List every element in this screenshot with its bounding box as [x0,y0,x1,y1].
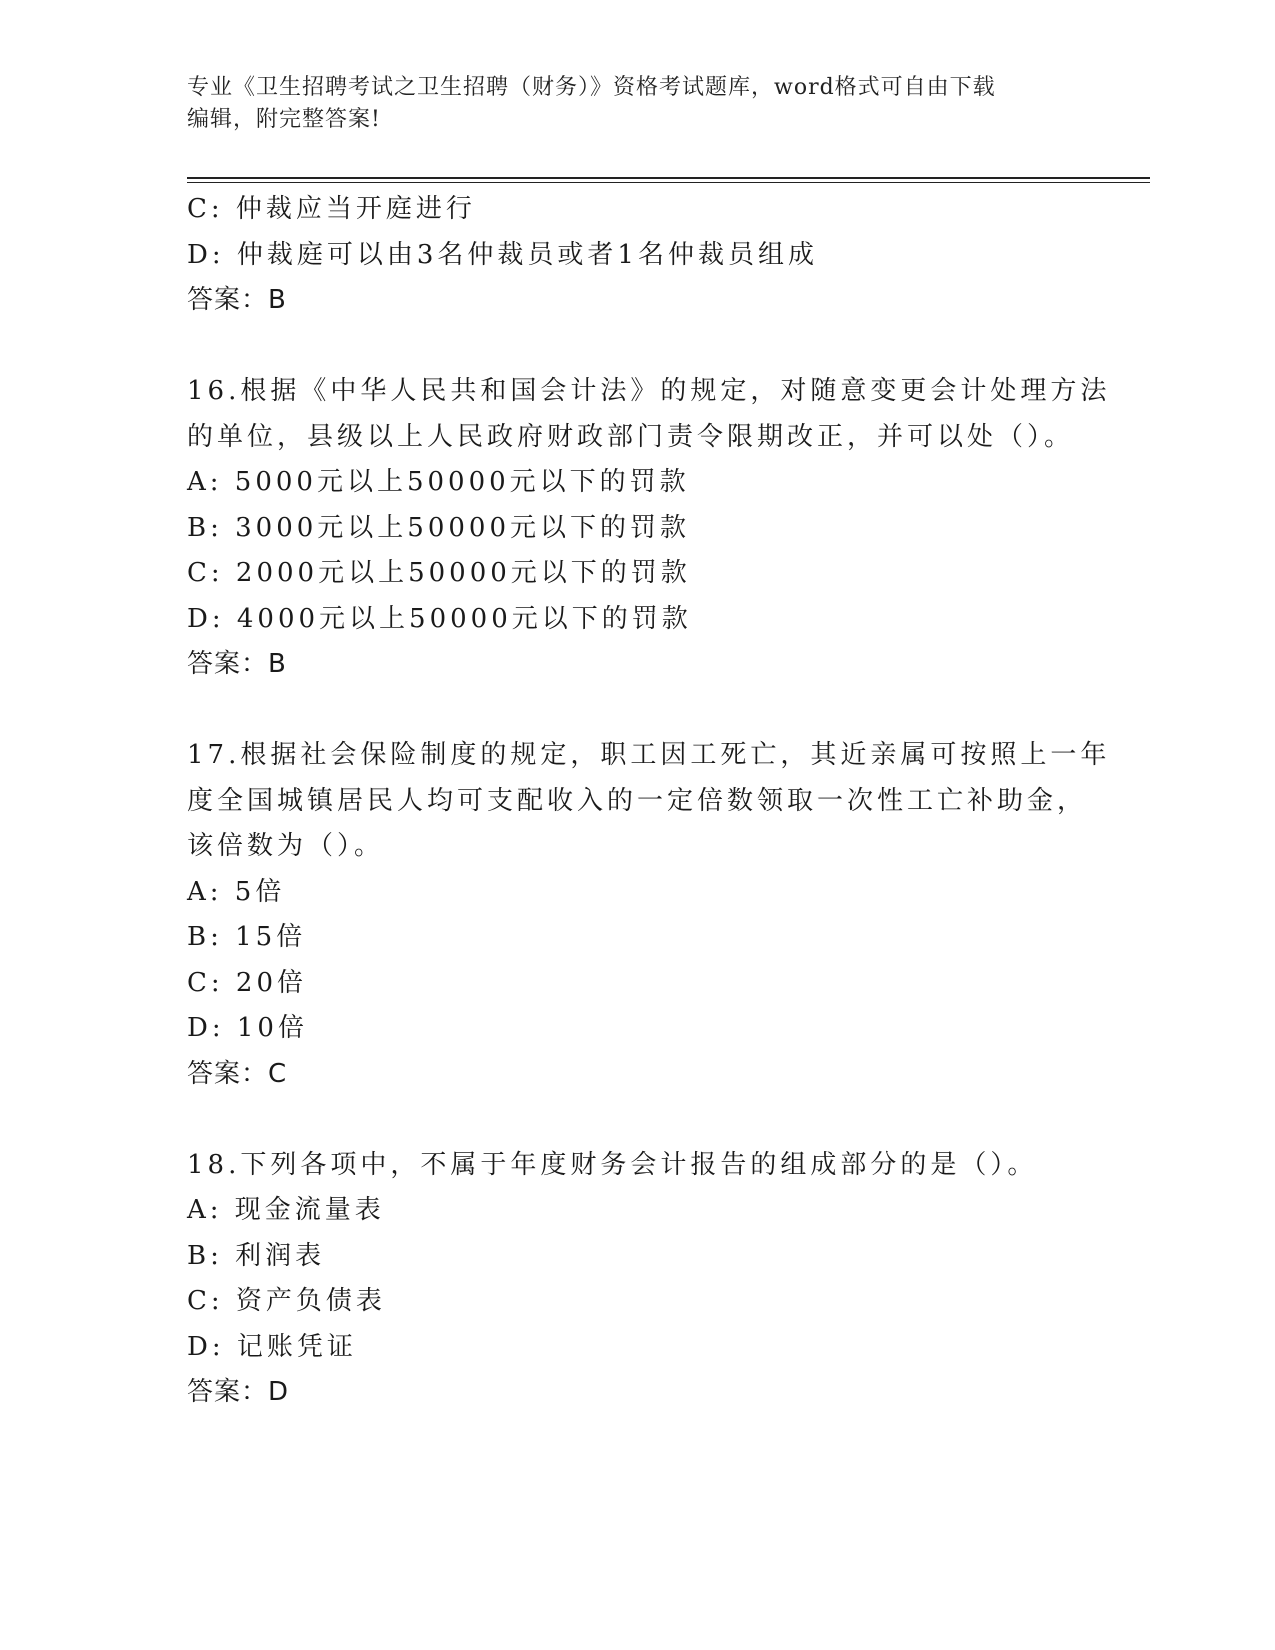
option-d: D: 记账凭证 [187,1331,357,1362]
question-block-17 [187,733,1111,1097]
header-divider-top [187,177,1150,179]
option-d: D: 4000元以上50000元以下的罚款 [187,603,692,634]
answer-line: 答案：B [187,285,287,315]
header-divider-bottom [187,182,1150,183]
question-stem: 该倍数为（）。 [187,831,385,861]
document-header [187,72,1067,136]
option-d: D: 仲裁庭可以由3名仲裁员或者1名仲裁员组成 [187,239,818,270]
header-line-2: 编辑，附完整答案! [187,107,381,132]
option-a: A: 5000元以上50000元以下的罚款 [187,467,690,497]
question-block-16 [187,369,1111,688]
question-stem: 18.下列各项中，不属于年度财务会计报告的组成部分的是（）。 [187,1149,1038,1180]
answer-line: 答案：B [187,649,287,679]
spacer [187,1097,1087,1143]
question-block-continued [187,187,1087,324]
option-c: C: 2000元以上50000元以下的罚款 [187,558,691,588]
option-b: B: 15倍 [187,922,307,952]
option-a: A: 5倍 [187,876,286,907]
answer-line: 答案：C [187,1058,288,1089]
question-block-18 [187,1143,1087,1416]
option-a: A: 现金流量表 [187,1195,385,1225]
question-stem: 的单位，县级以上人民政府财政部门责令限期改正，并可以处（）。 [187,421,1075,452]
option-d: D: 10倍 [187,1013,308,1043]
question-stem: 16.根据《中华人民共和国会计法》的规定，对随意变更会计处理方法 [187,376,1111,406]
question-stem: 度全国城镇居民人均可支配收入的一定倍数领取一次性工亡补助金， [187,785,1088,816]
option-c: C: 资产负债表 [187,1286,386,1316]
spacer [187,688,1087,734]
option-c: C: 20倍 [187,967,308,998]
option-c: C: 仲裁应当开庭进行 [187,194,476,224]
option-b: B: 利润表 [187,1240,326,1271]
question-stem: 17.根据社会保险制度的规定，职工因工死亡，其近亲属可按照上一年 [187,740,1111,770]
question-list [187,187,1111,1416]
answer-line: 答案：D [187,1377,290,1407]
header-line-1: 专业《卫生招聘考试之卫生招聘（财务）》资格考试题库，word格式可自由下载 [187,75,996,100]
option-b: B: 3000元以上50000元以下的罚款 [187,512,691,543]
spacer [187,324,1087,370]
